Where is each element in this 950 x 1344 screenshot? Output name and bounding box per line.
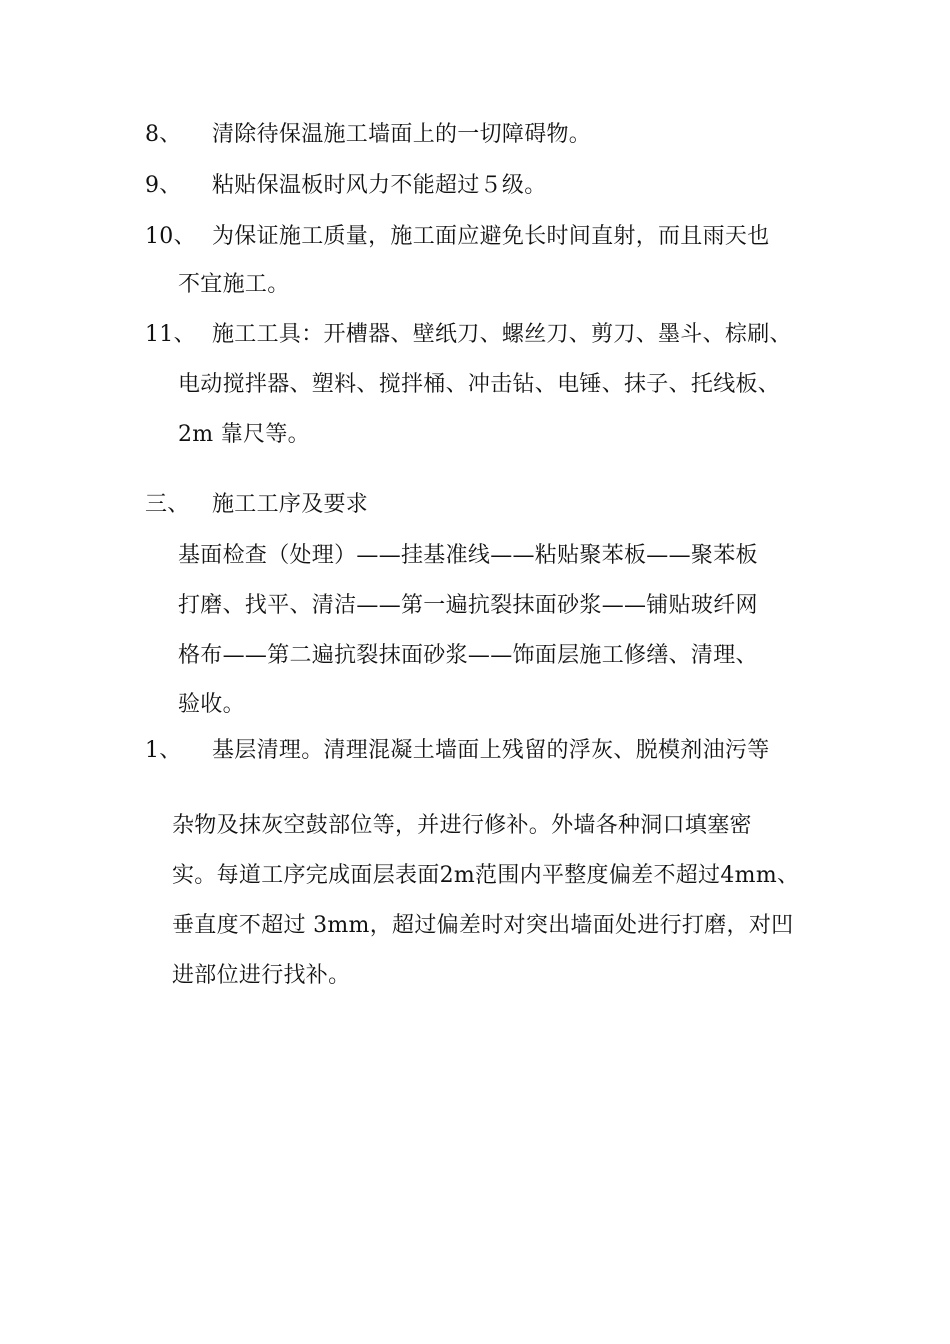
item-9-number: 9、 <box>145 173 182 198</box>
step-1-text-line-2: 杂物及抹灰空鼓部位等，并进行修补。外墙各种洞口填塞密 <box>172 813 752 838</box>
step-1-number: 1、 <box>145 738 182 763</box>
section-number: 三、 <box>145 492 190 517</box>
item-10-number: 10、 <box>145 224 196 249</box>
process-line-4: 验收。 <box>178 692 245 717</box>
item-8-text: 清除待保温施工墙面上的一切障碍物。 <box>212 122 592 147</box>
process-line-2: 打磨、找平、清洁——第一遍抗裂抹面砂浆——铺贴玻纤网 <box>178 593 758 618</box>
step-1-text-line-5: 进部位进行找补。 <box>172 963 351 988</box>
process-line-3: 格布——第二遍抗裂抹面砂浆——饰面层施工修缮、清理、 <box>178 643 758 668</box>
item-8-number: 8、 <box>145 122 182 147</box>
step-1-text-line-1: 基层清理。清理混凝土墙面上残留的浮灰、脱模剂油污等 <box>212 738 770 763</box>
step-1-text-line-3: 实。每道工序完成面层表面2m范围内平整度偏差不超过4mm、 <box>172 863 800 888</box>
item-11-text-line-3: 2m 靠尺等。 <box>178 422 310 447</box>
section-title: 施工工序及要求 <box>212 492 369 517</box>
item-11-number: 11、 <box>145 322 196 347</box>
step-1-text-line-4: 垂直度不超过 3mm，超过偏差时对突出墙面处进行打磨，对凹 <box>172 913 794 938</box>
item-11-text-line-1: 施工工具：开槽器、壁纸刀、螺丝刀、剪刀、墨斗、棕刷、 <box>212 322 792 347</box>
item-10-text-line-2: 不宜施工。 <box>178 272 290 297</box>
item-9-text: 粘贴保温板时风力不能超过５级。 <box>212 173 547 198</box>
item-11-text-line-2: 电动搅拌器、塑料、搅拌桶、冲击钻、电锤、抹子、托线板、 <box>178 372 781 397</box>
process-line-1: 基面检查（处理）——挂基准线——粘贴聚苯板——聚苯板 <box>178 543 758 568</box>
item-10-text-line-1: 为保证施工质量，施工面应避免长时间直射，而且雨天也 <box>212 224 770 249</box>
